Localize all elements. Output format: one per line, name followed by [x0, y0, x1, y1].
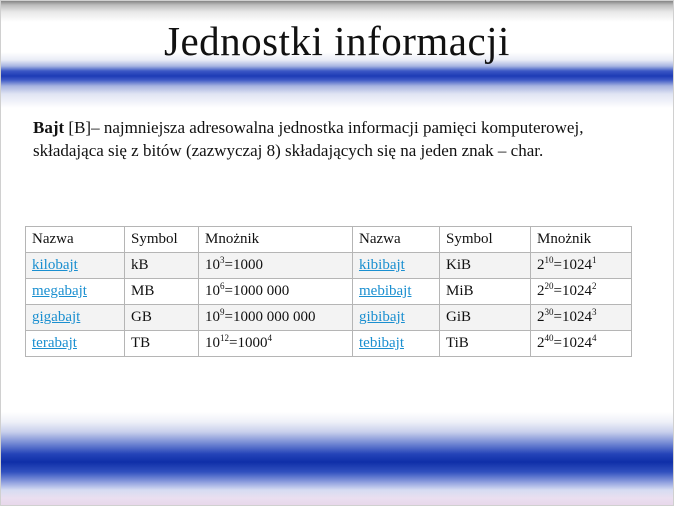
header-symbol-binary: Symbol [440, 227, 531, 253]
symbol-binary-cell: GiB [440, 305, 531, 331]
mult-base: 2 [537, 257, 545, 273]
symbol-binary-cell: KiB [440, 253, 531, 279]
mult-base: 10 [205, 335, 220, 351]
symbol-binary-cell: TiB [440, 331, 531, 357]
header-symbol-decimal: Symbol [125, 227, 199, 253]
mult-value: =1024 [553, 257, 592, 273]
mult-value: =1000 000 [224, 283, 290, 299]
mult-exponent: 10 [544, 255, 554, 265]
mult-exponent: 20 [544, 281, 554, 291]
name-decimal-cell [26, 331, 125, 357]
mult-exponent: 9 [220, 307, 225, 317]
name-binary-cell [353, 253, 440, 279]
symbol-decimal-cell: GB [125, 305, 199, 331]
mult-base: 10 [205, 257, 220, 273]
multiplier-decimal-cell [199, 331, 353, 357]
name-decimal-cell [26, 253, 125, 279]
table-row [26, 331, 632, 357]
link-tebibajt[interactable]: tebibajt [359, 335, 404, 351]
mult-base: 10 [205, 283, 220, 299]
mult-base: 2 [537, 309, 545, 325]
name-binary-cell [353, 305, 440, 331]
mult-value: =1024 [553, 335, 592, 351]
mult-exponent-2: 3 [591, 307, 597, 317]
mult-exponent-2: 4 [267, 333, 272, 343]
multiplier-decimal-cell [199, 253, 353, 279]
multiplier-decimal-cell [199, 305, 353, 331]
table-header-row [26, 227, 632, 253]
symbol-decimal-cell: TB [125, 331, 199, 357]
multiplier-binary-cell [531, 253, 632, 279]
name-binary-cell [353, 279, 440, 305]
mult-exponent-2: 4 [591, 333, 597, 343]
mult-value: =1000 [224, 257, 263, 273]
mult-exponent: 3 [220, 255, 225, 265]
units-table [25, 226, 632, 357]
description-term: Bajt [33, 118, 65, 137]
table-row [26, 279, 632, 305]
header-name-binary: Nazwa [353, 227, 440, 253]
mult-exponent: 30 [544, 307, 554, 317]
mult-value: =1000 000 000 [224, 309, 316, 325]
mult-exponent: 40 [544, 333, 554, 343]
bottom-gradient-band [0, 412, 674, 506]
multiplier-decimal-cell [199, 279, 353, 305]
mult-value: =1000 [229, 335, 268, 351]
symbol-decimal-cell: kB [125, 253, 199, 279]
symbol-decimal-cell: MB [125, 279, 199, 305]
mult-exponent: 6 [220, 281, 225, 291]
link-terabajt[interactable]: terabajt [32, 335, 77, 351]
link-gigabajt[interactable]: gigabajt [32, 309, 81, 325]
description-text: [B]– najmniejsza adresowalna jednostka informacji pamięci komputerowej, składająca się z bitów (zazwyczaj 8) składających się na jeden znak – char. [33, 118, 584, 160]
link-kibibajt[interactable]: kibibajt [359, 257, 405, 273]
mult-base: 2 [537, 283, 545, 299]
mult-value: =1024 [553, 283, 592, 299]
link-mebibajt[interactable]: mebibajt [359, 283, 412, 299]
header-multiplier-binary: Mnożnik [531, 227, 632, 253]
slide-title: Jednostki informacji [164, 18, 510, 64]
header-name-decimal: Nazwa [26, 227, 125, 253]
mult-base: 10 [205, 309, 220, 325]
mult-value: =1024 [553, 309, 592, 325]
link-megabajt[interactable]: megabajt [32, 283, 87, 299]
name-decimal-cell [26, 305, 125, 331]
mult-exponent: 12 [220, 333, 229, 343]
mult-exponent-2: 1 [591, 255, 597, 265]
name-decimal-cell [26, 279, 125, 305]
link-gibibajt[interactable]: gibibajt [359, 309, 405, 325]
mult-base: 2 [537, 335, 545, 351]
link-kilobajt[interactable]: kilobajt [32, 257, 78, 273]
symbol-binary-cell: MiB [440, 279, 531, 305]
multiplier-binary-cell [531, 331, 632, 357]
multiplier-binary-cell [531, 305, 632, 331]
name-binary-cell [353, 331, 440, 357]
table-row [26, 253, 632, 279]
multiplier-binary-cell [531, 279, 632, 305]
mult-exponent-2: 2 [591, 281, 597, 291]
table-row [26, 305, 632, 331]
description-paragraph [33, 116, 633, 162]
header-multiplier-decimal: Mnożnik [199, 227, 353, 253]
